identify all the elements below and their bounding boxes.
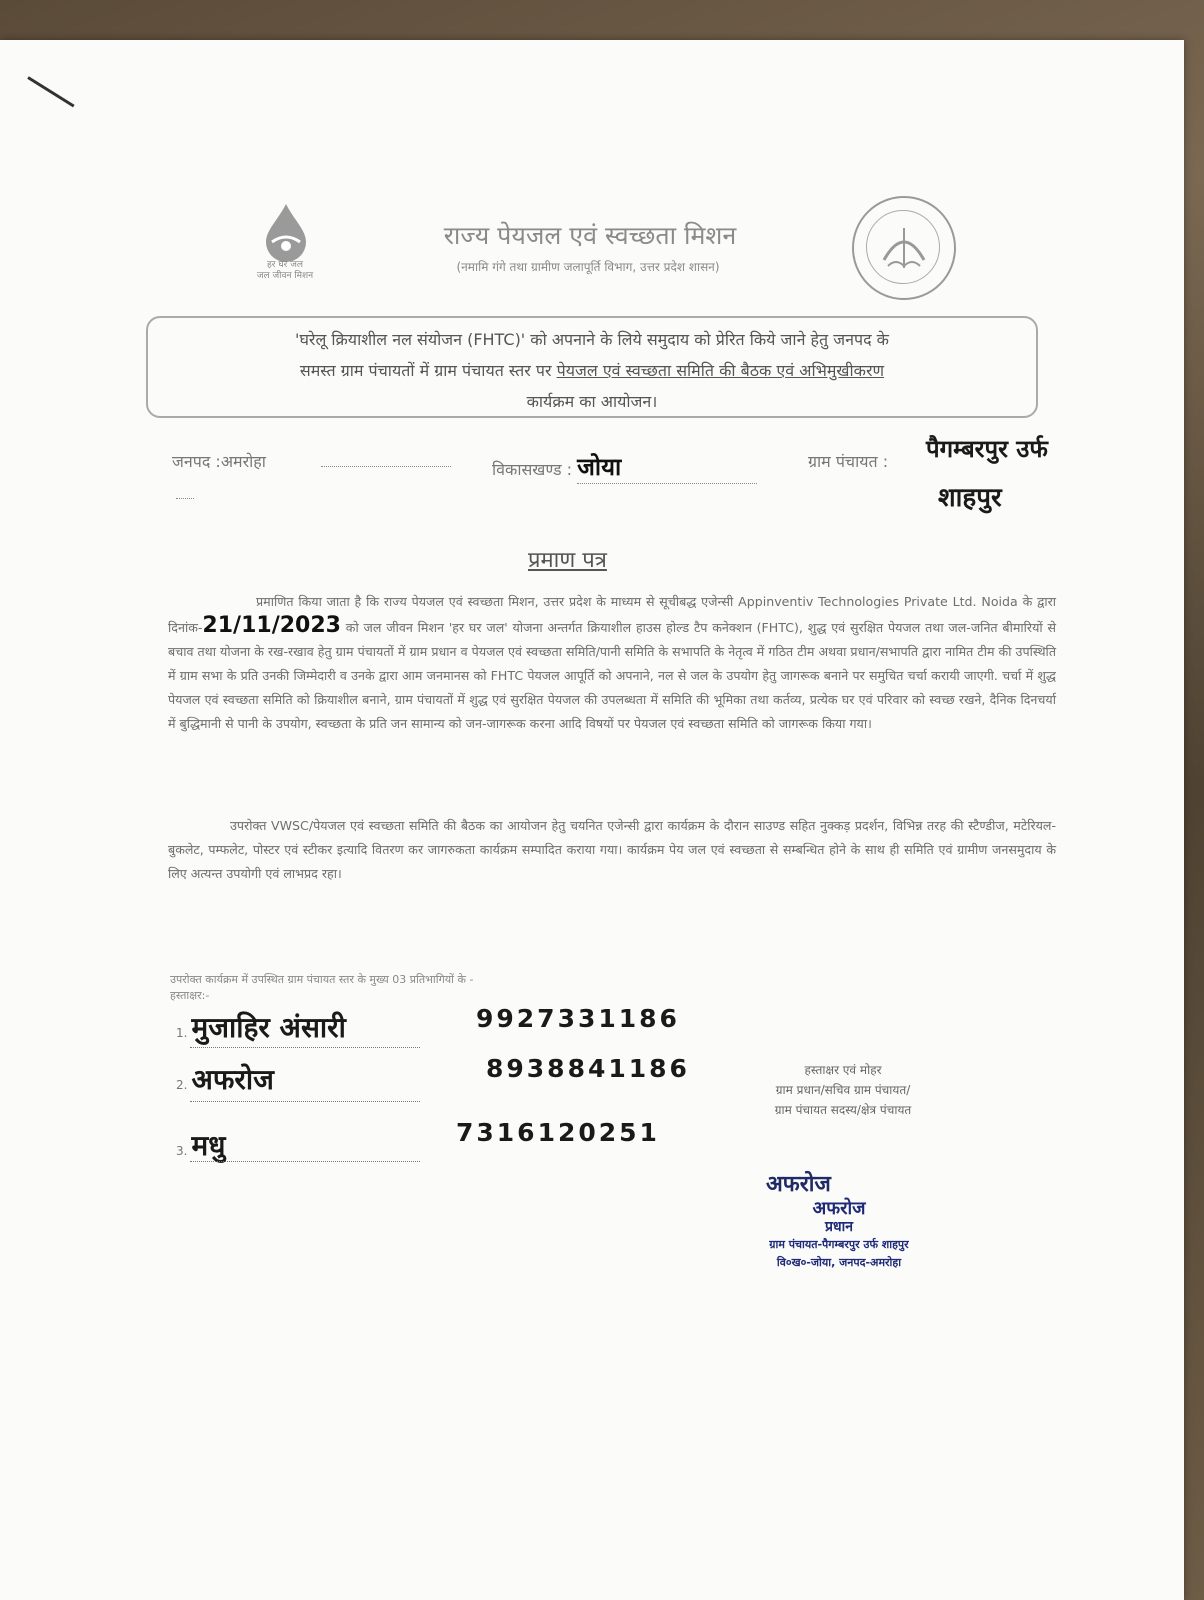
signature-block-line-2: ग्राम प्रधान/सचिव ग्राम पंचायत/ [775, 1083, 911, 1097]
attendee-number-3: 3. [176, 1144, 188, 1158]
signature-line-1 [190, 1046, 420, 1048]
attendees-intro-line-1: उपरोक्त कार्यक्रम में उपस्थित ग्राम पंचायत स्तर के मुख्य 03 प्रतिभागियों के - [170, 973, 474, 986]
mission-title: राज्य पेयजल एवं स्वच्छता मिशन [443, 221, 737, 250]
certificate-date: 21/11/2023 [202, 613, 341, 638]
signature-line-2 [190, 1100, 420, 1102]
gram-panchayat-value-2: शाहपुर [938, 483, 1002, 513]
certificate-heading: प्रमाण पत्र [528, 548, 607, 573]
stamp-line-1: ग्राम पंचायत-पैगम्बरपुर उर्फ शाहपुर [769, 1238, 909, 1251]
mission-subtitle: (नमामि गंगे तथा ग्रामीण जलापूर्ति विभाग, उत्तर प्रदेश शासन) [456, 260, 720, 274]
gram-panchayat-label: ग्राम पंचायत : [808, 452, 889, 471]
attendee-phone-2: 8938841186 [486, 1054, 690, 1083]
logo-caption-line-1: हर घर जल [267, 260, 303, 270]
pen-mark [27, 76, 74, 107]
banner-line-2-prefix: समस्त ग्राम पंचायतों में ग्राम पंचायत स्तर पर [299, 361, 557, 380]
certificate-sheet [0, 40, 1184, 1600]
attendee-name-1: मुजाहिर अंसारी [191, 1011, 346, 1044]
attendee-phone-1: 9927331186 [476, 1004, 680, 1033]
certificate-paragraph-1 [168, 590, 1056, 736]
signature-block-line-3: ग्राम पंचायत सदस्य/क्षेत्र पंचायत [774, 1103, 912, 1117]
district-label: जनपद :अमरोहा [172, 452, 266, 471]
program-banner [146, 316, 1038, 418]
signature-and-seal-label [728, 1060, 958, 1120]
banner-line-2 [148, 355, 1036, 386]
attendee-row-1 [176, 1008, 346, 1046]
gram-panchayat-value-1: पैगम्बरपुर उर्फ [926, 435, 1048, 463]
district-dots [321, 466, 451, 467]
stamp-title: प्रधान [825, 1219, 853, 1235]
emblem-fish-bow-icon [876, 220, 932, 276]
certificate-paragraph-2: उपरोक्त VWSC/पेयजल एवं स्वच्छता समिति की बैठक का आयोजन हेतु चयनित एजेन्सी द्वारा कार्यक्रम के दौरान साउण्ड सहित नुक्कड़ प्रदर्शन, विभिन्न तरह की स्टैण्डीज, मटेरियल-बुकलेट, पम्फलेट, पोस्टर एवं स्टीकर इत्यादि वितरण कर जागरुकता कार्यक्रम सम्पादित कराया गया। कार्यक्रम पेय जल एवं स्वच्छता से सम्बन्धित होने के साथ ही समिति एवं ग्रामीण जनसमुदाय के लिए अत्यन्त उपयोगी एवं लाभप्रद रहा। [168, 818, 1056, 881]
banner-line-1: 'घरेलू क्रियाशील नल संयोजन (FHTC)' को अपनाने के लिये समुदाय को प्रेरित किये जाने हेतु जनपद के [295, 330, 889, 349]
pradhan-stamp [732, 1190, 946, 1272]
district-dots-2 [176, 498, 194, 499]
logo-caption-line-2: जल जीवन मिशन [256, 271, 314, 281]
paragraph-1-before-date: प्रमाणित किया जाता है कि राज्य पेयजल एवं स्वच्छता मिशन, उत्तर प्रदेश के माध्यम से सूचीबद्ध एजेन्सी Appinventiv Technologies Private Ltd. Noida के द्वारा दिनांक- [168, 594, 1056, 635]
paragraph-1-after-date: को जल जीवन मिशन 'हर घर जल' योजना अन्तर्गत क्रियाशील हाउस होल्ड टैप कनेक्शन (FHTC), शुद्ध एवं सुरक्षित पेयजल तथा जल-जनित बीमारियों से बचाव तथा योजना के रख-रखाव हेतु ग्राम पंचायतों में ग्राम प्रधान व पेयजल एवं स्वच्छता समिति/पानी समिति के सभापति के नेतृत्व में गठित टीम अथवा प्रधान/सभापति द्वारा नामित टीम की उपस्थिति में ग्राम सभा के प्रति उनकी जिम्मेदारी व उनके द्वारा आम जनमानस को FHTC पेयजल आपूर्ति को अपनाने, नल से जल के उपयोग हेतु जागरूक बनाने पर समुचित चर्चा करायी जाएगी. चर्चा में शुद्ध पेयजल एवं स्वच्छता समिति को क्रियाशील बनाने, ग्राम पंचायतों में शुद्ध एवं सुरक्षित पेयजल की उपलब्धता में समिति की भूमिका तथा कर्तव्य, प्रत्येक घर एवं परिवार को स्वच्छ रखने, दैनिक दिनचर्या में बुद्धिमानी से पानी के उपयोग, स्वच्छता के प्रति जन सामान्य को जन-जागरूक करना आदि विषयों पर पेयजल एवं स्वच्छता समिति को जागरूक किया गया। [168, 620, 1056, 731]
attendee-row-2 [176, 1060, 274, 1098]
district-field [172, 450, 451, 472]
stamp-name: अफरोज [812, 1198, 866, 1219]
attendees-intro [170, 972, 690, 1004]
block-value: जोया [577, 450, 757, 484]
attendee-row-3 [176, 1126, 225, 1164]
pradhan-signature: अफरोज [766, 1172, 831, 1197]
banner-line-3: कार्यक्रम का आयोजन। [526, 392, 658, 411]
gram-panchayat-field [808, 450, 888, 472]
signature-block-line-1: हस्ताक्षर एवं मोहर [804, 1063, 882, 1077]
block-label: विकासखण्ड : [492, 460, 573, 479]
attendee-name-2: अफरोज [191, 1063, 274, 1096]
attendees-intro-line-2: हस्ताक्षर:- [170, 989, 210, 1002]
signature-line-3 [190, 1160, 420, 1162]
attendee-number-2: 2. [176, 1078, 188, 1092]
banner-line-2-underlined: पेयजल एवं स्वच्छता समिति की बैठक एवं अभिमुखीकरण [556, 361, 885, 380]
attendee-number-1: 1. [176, 1026, 188, 1040]
attendee-phone-3: 7316120251 [456, 1118, 660, 1147]
logo-caption [240, 260, 330, 282]
stamp-line-2: वि०ख०-जोया, जनपद-अमरोहा [776, 1256, 902, 1269]
attendee-name-3: मधु [191, 1129, 226, 1162]
block-field [492, 450, 757, 484]
water-drop-logo-icon [258, 202, 314, 262]
state-emblem-seal [852, 196, 956, 300]
